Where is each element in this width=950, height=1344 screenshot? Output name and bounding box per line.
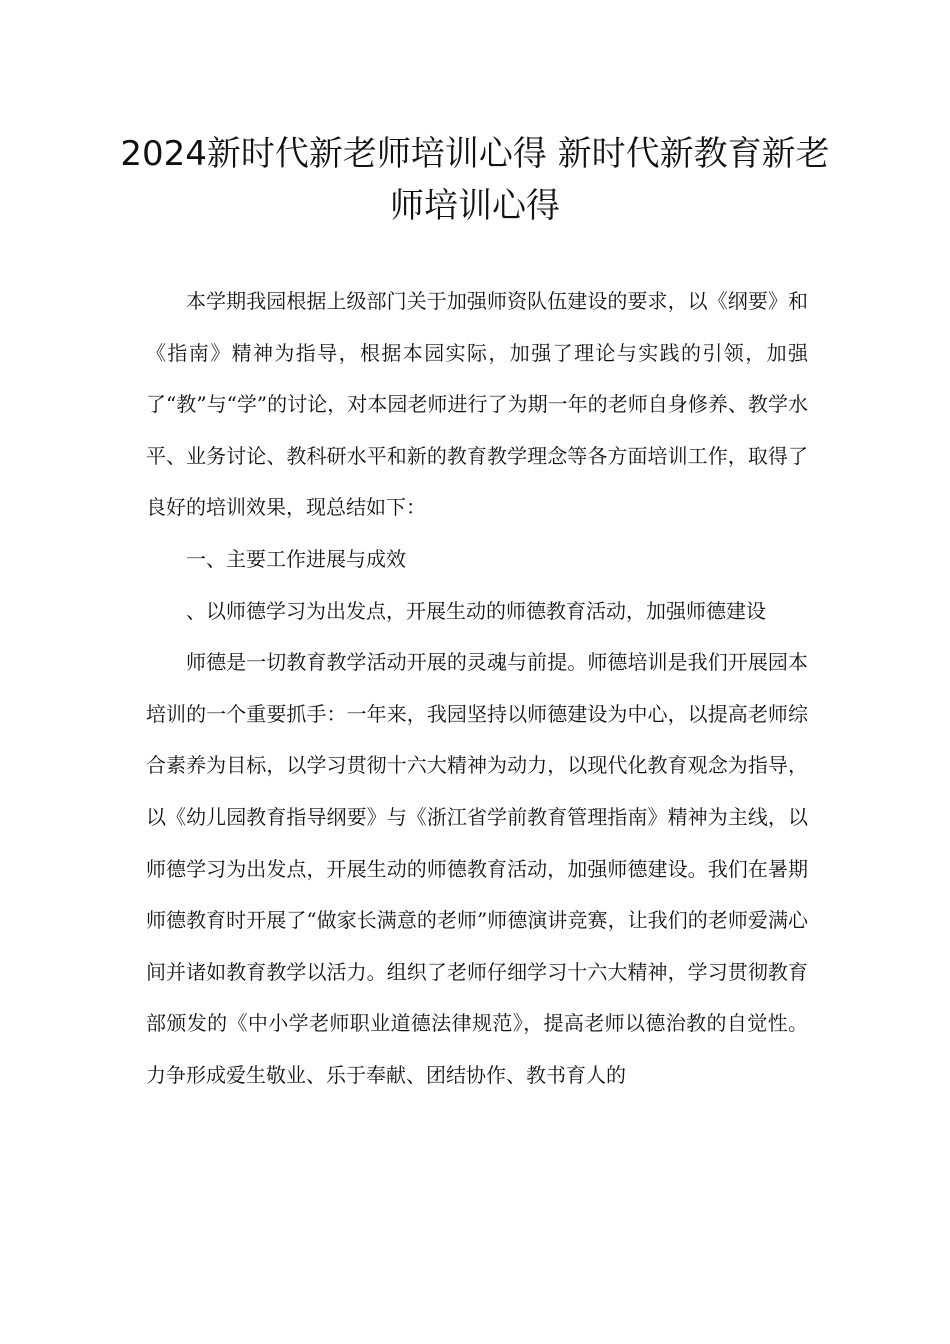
paragraph-teacher-ethics: 师德是一切教育教学活动开展的灵魂与前提。师德培训是我们开展园本培训的一个重要抓手：一年来，我园坚持以师德建设为中心，以提高老师综合素养为目标，以学习贯彻十六大精神为动力，以现代化教育观念为指导，以《幼儿园教育指导纲要》与《浙江省学前教育管理指南》精神为主线，以师德学习为出发点，开展生动的师德教育活动，加强师德建设。我们在暑期师德教育时开展了“做家长满意的老师”师德演讲竞赛，让我们的老师爱满心间并诸如教育教学以活力。组织了老师仔细学习十六大精神，学习贯彻教育部颁发的《中小学老师职业道德法律规范》，提高老师以德治教的自觉性。力争形成爱生敬业、乐于奉献、团结协作、教书育人的	[146, 650, 808, 1087]
subsection-heading: 、以师德学习为出发点，开展生动的师德教育活动，加强师德建设	[186, 598, 766, 623]
document-body	[146, 276, 808, 1102]
paragraph-intro: 本学期我园根据上级部门关于加强师资队伍建设的要求，以《纲要》和《指南》精神为指导，根据本园实际，加强了理论与实践的引领，加强了“教”与“学”的讨论，对本园老师进行了为期一年的老师自身修养、教学水平、业务讨论、教科研水平和新的教育教学理念等各方面培训工作，取得了良好的培训效果，现总结如下：	[146, 289, 808, 520]
section-heading: 一、主要工作进展与成效	[186, 546, 406, 571]
document-title: 2024新时代新老师培训心得 新时代新教育新老师培训心得	[120, 134, 830, 226]
